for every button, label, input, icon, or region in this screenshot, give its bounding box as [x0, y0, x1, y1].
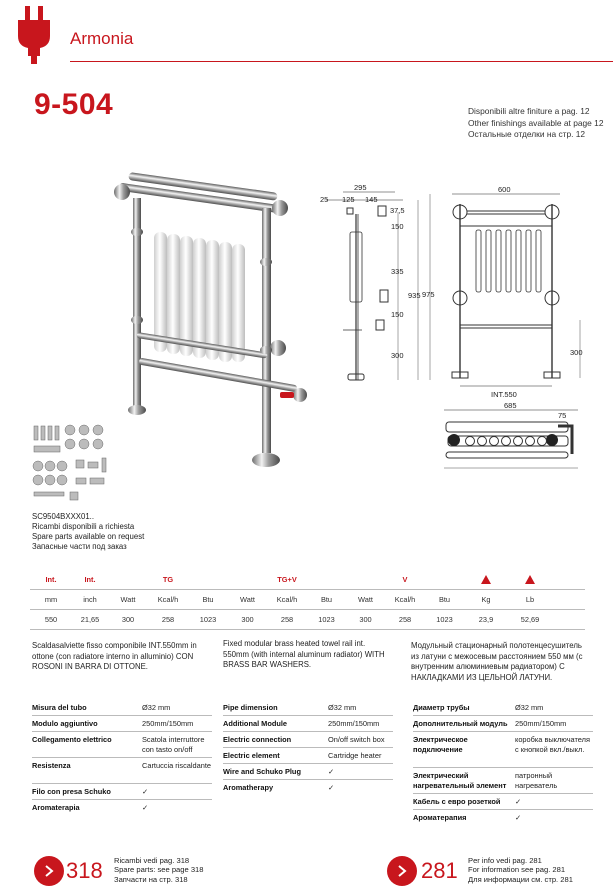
- dim-335: 335: [391, 267, 404, 276]
- product-image: [100, 170, 310, 475]
- dim-295: 295: [354, 183, 367, 192]
- spare-parts-note: [32, 512, 144, 552]
- dim-150-top: 150: [391, 222, 404, 231]
- dim-int-550: INT.550: [491, 390, 517, 399]
- spare-parts-page-link[interactable]: [34, 856, 64, 886]
- arrow-right-icon: [34, 856, 64, 886]
- dim-145: 145: [365, 195, 378, 204]
- dim-25: 25: [320, 195, 329, 204]
- description-it: Scaldasalviette fisso componibile INT.550mm in ottone (con radiatore interno in alluminio) CON ROSONI IN BARRA DI OTTONE.: [32, 641, 197, 672]
- weight-icon-lb: [508, 570, 552, 589]
- top-view-drawing: [432, 396, 596, 476]
- dim-685: 685: [504, 401, 517, 410]
- header-divider: [70, 61, 613, 62]
- spec-table: [30, 570, 613, 630]
- info-page-link[interactable]: [387, 856, 417, 886]
- hdr-tg: TG: [162, 575, 174, 584]
- brand-title: Armonia: [70, 29, 134, 48]
- model-number: 9-504: [34, 88, 114, 121]
- info-footer-text: Per info vedi pag. 281 For information see pag. 281 Для информации см. стр. 281: [468, 856, 573, 884]
- weight-icon-kg: [464, 570, 508, 589]
- dim-37-5: 37,5: [390, 206, 405, 215]
- spare-parts-it: Ricambi disponibili a richiesta: [32, 522, 135, 531]
- spare-parts-image: [30, 420, 125, 506]
- features-it-table: Misura del tubo Ø32 mm Modulo aggiuntivo 250mm/150mm Collegamento elettrico Scatola interruttore con tasto on/off Resistenza Cartuccia riscaldante Filo con presa Schuko ✓ Aromaterapia ✓: [32, 703, 212, 812]
- hdr-int-mm: Int.: [45, 575, 57, 584]
- spec-values-row: 550 21,65 300 258 1023 300 258 1023 300 258 1023 23,9 52,69: [44, 615, 540, 624]
- spare-parts-code: SC9504BXXX01..: [32, 512, 94, 521]
- dim-125: 125: [342, 195, 355, 204]
- finishes-en: Other finishings available at page 12: [468, 117, 604, 128]
- info-page-number[interactable]: 281: [421, 858, 458, 883]
- dim-150-mid: 150: [391, 310, 404, 319]
- dim-300-front: 300: [570, 348, 583, 357]
- plug-icon: [14, 6, 54, 64]
- arrow-right-icon: [387, 856, 417, 886]
- dim-600: 600: [498, 185, 511, 194]
- dim-935: 935: [408, 291, 421, 300]
- hdr-int-inch: Int.: [84, 575, 96, 584]
- dim-300-side: 300: [391, 351, 404, 360]
- spare-parts-footer-text: Ricambi vedi pag. 318 Spare parts: see page 318 Запчасти на стр. 318: [114, 856, 204, 884]
- features-en-table: Pipe dimension Ø32 mm Additional Module 250mm/150mm Electric connection On/off switch box Electric element Cartridge heater Wire and Schuko Plug ✓ Aromatherapy ✓: [223, 699, 393, 799]
- spec-header-row: [30, 570, 552, 589]
- dim-975: 975: [422, 290, 435, 299]
- finishes-it: Disponibili altre finiture a pag. 12: [468, 106, 590, 116]
- hdr-v: V: [402, 575, 408, 584]
- front-view-drawing: [432, 180, 596, 388]
- description-ru: Модульный стационарный полотенцесушитель из латуни с межосевым расстоянием 550 мм (с внутренним алюминиевым радиатором) С НАКЛАДКАМИ ИЗ ЦЕЛЬНОЙ ЛАТУНИ.: [411, 641, 583, 682]
- description-en: Fixed modular brass heated towel rail int. 550mm (with internal aluminum radiator) WITH BRASS BAR WASHERS.: [223, 639, 385, 670]
- dim-75: 75: [558, 411, 567, 420]
- finishes-ru: Остальные отделки на стр. 12: [468, 129, 586, 140]
- spec-units-row: mm inch Watt Kcal/h Btu Watt Kcal/h Btu Watt Kcal/h Btu Kg Lb: [44, 595, 535, 604]
- finishes-note: [468, 106, 604, 141]
- features-ru-table: Диаметр трубы Ø32 mm Дополнительный модуль 250mm/150mm Электрическое подключение коробка выключателя с кнопкой вкл./выкл. Электрический нагревательный элемент патронный нагреватель Кабель с евро розеткой ✓ Ароматерапия ✓: [413, 699, 593, 829]
- spare-parts-ru: Запасные части под заказ: [32, 542, 127, 551]
- spare-parts-page-number[interactable]: 318: [66, 858, 103, 883]
- side-view-drawing: [318, 180, 440, 388]
- spare-parts-en: Spare parts available on request: [32, 532, 145, 541]
- hdr-tgv: TG+V: [277, 575, 297, 584]
